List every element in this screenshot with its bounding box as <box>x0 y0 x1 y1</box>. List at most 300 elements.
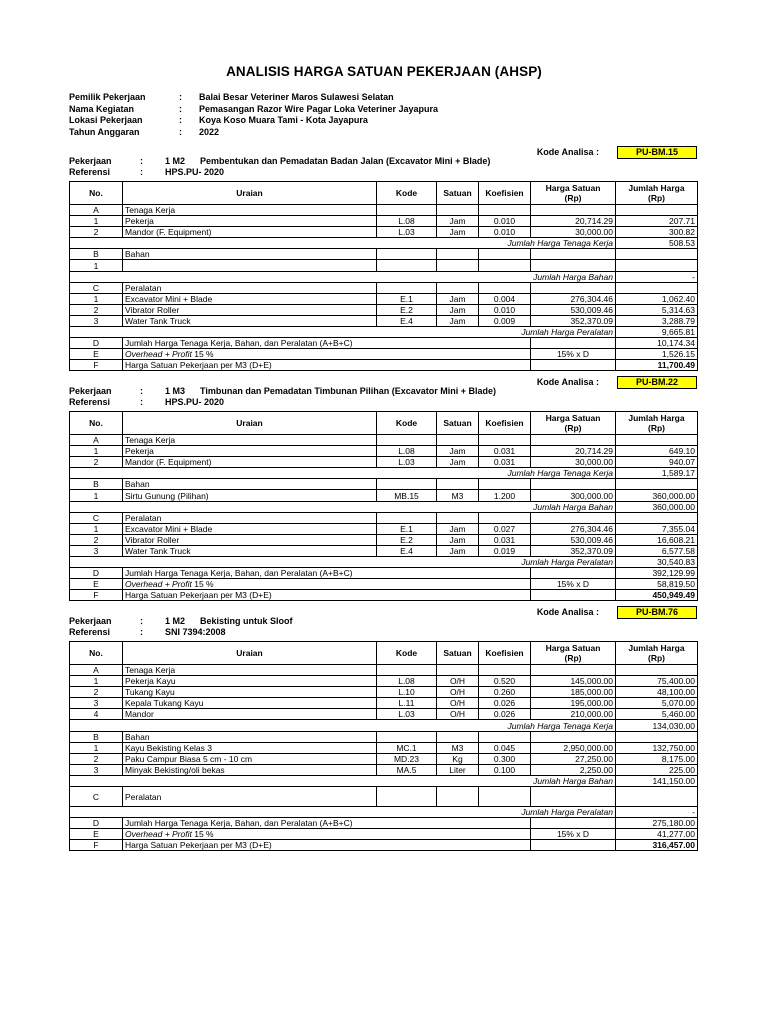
table-row <box>70 315 698 326</box>
cell-no: B <box>70 479 123 490</box>
cell-no: 1 <box>70 523 123 534</box>
referensi-label: Referensi <box>69 397 111 407</box>
cell-kode: L.10 <box>377 687 437 698</box>
cell-harga-satuan <box>531 512 616 523</box>
cell-jumlah-harga: 649.10 <box>616 446 698 457</box>
pekerjaan-row <box>69 386 496 397</box>
subtotal-value: 508.53 <box>616 238 698 249</box>
cell-kode <box>377 205 437 216</box>
cell-jumlah-harga <box>616 479 698 490</box>
header-jumlah-line2: (Rp) <box>648 193 665 203</box>
cell-satuan <box>437 512 479 523</box>
header-jumlah-line1: Jumlah Harga <box>628 413 685 423</box>
total-value: 10,174.34 <box>616 338 698 349</box>
cell-koefisien: 0.010 <box>479 227 531 238</box>
cell-harga-satuan <box>531 249 616 260</box>
cell-satuan: M3 <box>437 490 479 501</box>
cell-kode <box>377 787 437 807</box>
header-kode: Kode <box>377 642 437 665</box>
header-jumlah-harga <box>616 642 698 665</box>
cell-uraian: Sirtu Gunung (Pilihan) <box>123 490 377 501</box>
pekerjaan-volume: 1 M2 <box>165 156 186 166</box>
page-title: ANALISIS HARGA SATUAN PEKERJAAN (AHSP) <box>226 64 542 79</box>
cell-satuan <box>437 731 479 742</box>
cell-kode <box>377 282 437 293</box>
pekerjaan-volume: 1 M2 <box>165 616 186 626</box>
cell-satuan: M3 <box>437 742 479 753</box>
cell-uraian: Water Tank Truck <box>123 315 377 326</box>
cell-jumlah-harga <box>616 512 698 523</box>
cell-jumlah-harga <box>616 787 698 807</box>
total-row <box>70 829 698 840</box>
overhead-label: Overhead + Profit <box>125 579 192 590</box>
cell-satuan: Liter <box>437 764 479 775</box>
cell-no: A <box>70 435 123 446</box>
cell-satuan <box>437 435 479 446</box>
cell-kode: L.03 <box>377 227 437 238</box>
pekerjaan-name: Timbunan dan Pemadatan Timbunan Pilihan (Excavator Mini + Blade) <box>200 386 496 396</box>
info-row <box>69 92 438 104</box>
subtotal-value: 30,540.83 <box>616 557 698 568</box>
total-uraian: Jumlah Harga Tenaga Kerja, Bahan, dan Peralatan (A+B+C) <box>123 568 531 579</box>
cell-jumlah-harga: 5,460.00 <box>616 709 698 720</box>
cell-no: C <box>70 787 123 807</box>
referensi-row <box>69 627 293 638</box>
kode-analisa-value: PU-BM.15 <box>617 146 697 159</box>
cell-harga-satuan: 195,000.00 <box>531 698 616 709</box>
total-value: 392,129.99 <box>616 568 698 579</box>
total-formula: 15% x D <box>531 579 616 590</box>
subtotal-label: Jumlah Harga Tenaga Kerja <box>70 468 616 479</box>
cell-jumlah-harga <box>616 249 698 260</box>
header-harga-satuan <box>531 642 616 665</box>
cell-jumlah-harga: 75,400.00 <box>616 676 698 687</box>
referensi-value: HPS.PU- 2020 <box>165 167 225 177</box>
subtotal-label: Jumlah Harga Peralatan <box>70 807 616 818</box>
subtotal-value: - <box>616 271 698 282</box>
cell-satuan <box>437 282 479 293</box>
cell-no: 1 <box>70 742 123 753</box>
cell-uraian: Kepala Tukang Kayu <box>123 698 377 709</box>
cell-koefisien: 0.031 <box>479 446 531 457</box>
pekerjaan-info <box>69 616 293 638</box>
cell-jumlah-harga <box>616 665 698 676</box>
total-formula <box>531 360 616 371</box>
subtotal-row <box>70 807 698 818</box>
cell-jumlah-harga <box>616 435 698 446</box>
total-row <box>70 840 698 851</box>
total-value: 58,819.50 <box>616 579 698 590</box>
cell-kode: L.08 <box>377 216 437 227</box>
info-sep: : <box>179 115 182 125</box>
cell-kode <box>377 260 437 271</box>
cell-koefisien: 0.260 <box>479 687 531 698</box>
kode-analisa-label: Kode Analisa : <box>536 147 599 157</box>
subtotal-value: 141,150.00 <box>616 775 698 786</box>
cell-uraian: Tukang Kayu <box>123 687 377 698</box>
header-koefisien: Koefisien <box>479 182 531 205</box>
subtotal-label: Jumlah Harga Bahan <box>70 775 616 786</box>
info-value: 2022 <box>199 126 220 137</box>
table-row <box>70 512 698 523</box>
cell-koefisien: 0.010 <box>479 304 531 315</box>
info-sep: : <box>179 92 182 102</box>
cell-no: E <box>70 349 123 360</box>
cell-harga-satuan <box>531 260 616 271</box>
cell-no: D <box>70 338 123 349</box>
info-value: Pemasangan Razor Wire Pagar Loka Veteriner Jayapura <box>199 103 439 114</box>
table-row <box>70 282 698 293</box>
total-formula: 15% x D <box>531 829 616 840</box>
info-label: Pemilik Pekerjaan <box>69 92 146 102</box>
table-row <box>70 479 698 490</box>
total-row <box>70 338 698 349</box>
cell-no: 2 <box>70 753 123 764</box>
cell-jumlah-harga <box>616 205 698 216</box>
cell-jumlah-harga: 360,000.00 <box>616 490 698 501</box>
header-harga-line1: Harga Satuan <box>545 183 601 193</box>
total-formula: 15% x D <box>531 349 616 360</box>
referensi-label: Referensi <box>69 627 111 637</box>
cell-uraian: Pekerja <box>123 216 377 227</box>
total-uraian: Harga Satuan Pekerjaan per M3 (D+E) <box>123 590 531 601</box>
subtotal-row <box>70 238 698 249</box>
cell-koefisien <box>479 512 531 523</box>
table-row <box>70 216 698 227</box>
ahsp-table <box>69 411 698 601</box>
cell-harga-satuan: 2,250.00 <box>531 764 616 775</box>
cell-uraian: Excavator Mini + Blade <box>123 293 377 304</box>
table-row <box>70 249 698 260</box>
info-sep: : <box>179 103 182 114</box>
referensi-label: Referensi <box>69 167 111 177</box>
total-formula <box>531 338 616 349</box>
subtotal-label: Jumlah Harga Tenaga Kerja <box>70 720 616 731</box>
cell-harga-satuan: 530,009.46 <box>531 304 616 315</box>
cell-jumlah-harga: 940.07 <box>616 457 698 468</box>
table-row <box>70 742 698 753</box>
cell-kode: MB.15 <box>377 490 437 501</box>
header-satuan: Satuan <box>437 412 479 435</box>
cell-no: 1 <box>70 676 123 687</box>
cell-satuan: Jam <box>437 446 479 457</box>
cell-no: 1 <box>70 260 123 271</box>
cell-jumlah-harga: 7,355.04 <box>616 523 698 534</box>
header-jumlah-harga <box>616 412 698 435</box>
referensi-row <box>69 167 490 178</box>
header-harga-satuan <box>531 182 616 205</box>
cell-no: B <box>70 249 123 260</box>
header-jumlah-harga <box>616 182 698 205</box>
cell-uraian: Vibrator Roller <box>123 534 377 545</box>
cell-no: 3 <box>70 545 123 556</box>
total-row <box>70 579 698 590</box>
cell-no: 3 <box>70 764 123 775</box>
kode-analisa-label: Kode Analisa : <box>536 607 599 617</box>
cell-jumlah-harga: 5,314.63 <box>616 304 698 315</box>
cell-satuan: Jam <box>437 216 479 227</box>
referensi-row <box>69 397 496 408</box>
pekerjaan-info <box>69 386 496 408</box>
info-row <box>69 104 438 116</box>
cell-satuan <box>437 260 479 271</box>
cell-kode: MC.1 <box>377 742 437 753</box>
cell-koefisien: 0.045 <box>479 742 531 753</box>
cell-satuan: Jam <box>437 293 479 304</box>
cell-uraian: Vibrator Roller <box>123 304 377 315</box>
cell-harga-satuan: 2,950,000.00 <box>531 742 616 753</box>
header-jumlah-line2: (Rp) <box>648 423 665 433</box>
cell-uraian: Peralatan <box>123 787 377 807</box>
total-row <box>70 590 698 601</box>
kode-analisa <box>537 146 697 158</box>
cell-koefisien: 0.019 <box>479 545 531 556</box>
cell-harga-satuan: 300,000.00 <box>531 490 616 501</box>
kode-analisa-value: PU-BM.76 <box>617 606 697 619</box>
header-harga-line2: (Rp) <box>564 193 582 203</box>
cell-uraian: Pekerja Kayu <box>123 676 377 687</box>
header-koefisien: Koefisien <box>479 412 531 435</box>
header-no: No. <box>70 182 123 205</box>
cell-koefisien <box>479 435 531 446</box>
header-harga-line1: Harga Satuan <box>545 413 601 423</box>
total-formula <box>531 568 616 579</box>
kode-analisa-value: PU-BM.22 <box>617 376 697 389</box>
header-koefisien: Koefisien <box>479 642 531 665</box>
subtotal-row <box>70 720 698 731</box>
cell-satuan <box>437 665 479 676</box>
cell-koefisien <box>479 205 531 216</box>
subtotal-label: Jumlah Harga Bahan <box>70 271 616 282</box>
total-formula <box>531 590 616 601</box>
cell-satuan: Jam <box>437 315 479 326</box>
cell-jumlah-harga: 225.00 <box>616 764 698 775</box>
cell-koefisien: 0.010 <box>479 216 531 227</box>
table-row <box>70 304 698 315</box>
cell-no: C <box>70 282 123 293</box>
table-row <box>70 523 698 534</box>
header-harga-satuan <box>531 412 616 435</box>
header-satuan: Satuan <box>437 182 479 205</box>
cell-koefisien: 0.004 <box>479 293 531 304</box>
overhead-percent: 15 % <box>191 349 214 360</box>
cell-harga-satuan: 276,304.46 <box>531 523 616 534</box>
pekerjaan-row <box>69 156 490 167</box>
cell-harga-satuan <box>531 435 616 446</box>
table-row <box>70 731 698 742</box>
total-value: 316,457.00 <box>616 840 698 851</box>
cell-jumlah-harga: 300.82 <box>616 227 698 238</box>
cell-koefisien <box>479 249 531 260</box>
cell-no: F <box>70 840 123 851</box>
cell-harga-satuan <box>531 787 616 807</box>
cell-koefisien: 0.520 <box>479 676 531 687</box>
cell-satuan: Jam <box>437 534 479 545</box>
info-sep: : <box>179 126 182 137</box>
cell-uraian: Excavator Mini + Blade <box>123 523 377 534</box>
cell-harga-satuan: 30,000.00 <box>531 227 616 238</box>
cell-harga-satuan <box>531 282 616 293</box>
table-header <box>70 412 698 435</box>
cell-uraian: Paku Campur Biasa 5 cm - 10 cm <box>123 753 377 764</box>
cell-satuan <box>437 479 479 490</box>
table-row <box>70 687 698 698</box>
total-uraian <box>123 829 531 840</box>
cell-no: F <box>70 360 123 371</box>
info-row <box>69 127 438 139</box>
cell-harga-satuan <box>531 665 616 676</box>
cell-jumlah-harga <box>616 731 698 742</box>
subtotal-label: Jumlah Harga Bahan <box>70 501 616 512</box>
cell-kode <box>377 479 437 490</box>
cell-uraian: Mandor (F. Equipment) <box>123 457 377 468</box>
cell-jumlah-harga: 16,608.21 <box>616 534 698 545</box>
info-label: Lokasi Pekerjaan <box>69 115 143 125</box>
cell-koefisien <box>479 731 531 742</box>
cell-no: B <box>70 731 123 742</box>
total-uraian: Jumlah Harga Tenaga Kerja, Bahan, dan Peralatan (A+B+C) <box>123 338 531 349</box>
cell-koefisien: 0.026 <box>479 709 531 720</box>
cell-no: 4 <box>70 709 123 720</box>
cell-harga-satuan: 27,250.00 <box>531 753 616 764</box>
total-formula <box>531 818 616 829</box>
subtotal-label: Jumlah Harga Peralatan <box>70 327 616 338</box>
subtotal-row <box>70 468 698 479</box>
cell-harga-satuan: 210,000.00 <box>531 709 616 720</box>
cell-harga-satuan: 185,000.00 <box>531 687 616 698</box>
pekerjaan-info <box>69 156 490 178</box>
info-label: Tahun Anggaran <box>69 126 140 137</box>
cell-uraian: Bahan <box>123 479 377 490</box>
total-row <box>70 568 698 579</box>
header-jumlah-line1: Jumlah Harga <box>628 643 685 653</box>
cell-kode: L.08 <box>377 676 437 687</box>
subtotal-row <box>70 557 698 568</box>
cell-jumlah-harga: 132,750.00 <box>616 742 698 753</box>
cell-no: 2 <box>70 457 123 468</box>
table-row <box>70 260 698 271</box>
subtotal-value: 134,030.00 <box>616 720 698 731</box>
cell-harga-satuan: 530,009.46 <box>531 534 616 545</box>
subtotal-row <box>70 775 698 786</box>
project-info <box>69 92 438 138</box>
header-uraian: Uraian <box>123 412 377 435</box>
header-harga-line1: Harga Satuan <box>545 643 601 653</box>
overhead-label: Overhead + Profit <box>125 349 192 360</box>
total-uraian: Harga Satuan Pekerjaan per M3 (D+E) <box>123 360 531 371</box>
cell-no: D <box>70 568 123 579</box>
cell-satuan: Jam <box>437 523 479 534</box>
referensi-sep: : <box>140 627 143 637</box>
cell-harga-satuan <box>531 205 616 216</box>
table-row <box>70 698 698 709</box>
cell-no: 2 <box>70 534 123 545</box>
total-row <box>70 360 698 371</box>
cell-satuan <box>437 205 479 216</box>
cell-harga-satuan: 352,370.09 <box>531 545 616 556</box>
table-row <box>70 764 698 775</box>
cell-kode <box>377 512 437 523</box>
pekerjaan-name: Pembentukan dan Pemadatan Badan Jalan (Excavator Mini + Blade) <box>200 156 491 166</box>
header-kode: Kode <box>377 412 437 435</box>
cell-kode <box>377 435 437 446</box>
cell-koefisien: 0.031 <box>479 457 531 468</box>
cell-no: 3 <box>70 315 123 326</box>
cell-satuan: Jam <box>437 304 479 315</box>
cell-no: 1 <box>70 293 123 304</box>
cell-no: E <box>70 829 123 840</box>
cell-kode: E.2 <box>377 534 437 545</box>
cell-harga-satuan: 352,370.09 <box>531 315 616 326</box>
total-uraian: Jumlah Harga Tenaga Kerja, Bahan, dan Peralatan (A+B+C) <box>123 818 531 829</box>
referensi-sep: : <box>140 167 143 177</box>
cell-koefisien <box>479 665 531 676</box>
subtotal-value: 1,589.17 <box>616 468 698 479</box>
total-row <box>70 818 698 829</box>
pekerjaan-label: Pekerjaan <box>69 386 112 396</box>
header-no: No. <box>70 412 123 435</box>
cell-harga-satuan: 20,714.29 <box>531 446 616 457</box>
cell-uraian: Tenaga Kerja <box>123 665 377 676</box>
header-satuan: Satuan <box>437 642 479 665</box>
cell-satuan: Kg <box>437 753 479 764</box>
cell-uraian: Tenaga Kerja <box>123 435 377 446</box>
cell-uraian: Peralatan <box>123 282 377 293</box>
pekerjaan-sep: : <box>140 156 143 166</box>
cell-jumlah-harga: 1,062.40 <box>616 293 698 304</box>
cell-koefisien <box>479 787 531 807</box>
pekerjaan-label: Pekerjaan <box>69 616 112 626</box>
table-row <box>70 293 698 304</box>
cell-uraian: Peralatan <box>123 512 377 523</box>
total-value: 275,180.00 <box>616 818 698 829</box>
overhead-percent: 15 % <box>191 829 214 840</box>
table-row <box>70 676 698 687</box>
cell-jumlah-harga: 3,288.79 <box>616 315 698 326</box>
table-row <box>70 446 698 457</box>
cell-kode: E.4 <box>377 315 437 326</box>
cell-koefisien <box>479 282 531 293</box>
table-row <box>70 545 698 556</box>
info-value: Koya Koso Muara Tami - Kota Jayapura <box>199 115 368 125</box>
subtotal-row <box>70 327 698 338</box>
cell-koefisien <box>479 260 531 271</box>
cell-kode: L.11 <box>377 698 437 709</box>
total-value: 450,949.49 <box>616 590 698 601</box>
table-row <box>70 709 698 720</box>
cell-harga-satuan: 276,304.46 <box>531 293 616 304</box>
total-value: 11,700.49 <box>616 360 698 371</box>
subtotal-value: 9,665.81 <box>616 327 698 338</box>
kode-analisa <box>537 606 697 618</box>
cell-kode <box>377 731 437 742</box>
cell-kode: E.1 <box>377 523 437 534</box>
cell-no: 2 <box>70 687 123 698</box>
cell-koefisien: 0.300 <box>479 753 531 764</box>
cell-kode: E.2 <box>377 304 437 315</box>
cell-uraian: Water Tank Truck <box>123 545 377 556</box>
cell-koefisien: 0.026 <box>479 698 531 709</box>
cell-uraian: Mandor <box>123 709 377 720</box>
total-row <box>70 349 698 360</box>
table-header <box>70 182 698 205</box>
cell-satuan: Jam <box>437 545 479 556</box>
table-row <box>70 534 698 545</box>
cell-satuan: O/H <box>437 687 479 698</box>
cell-no: 1 <box>70 446 123 457</box>
cell-satuan: O/H <box>437 709 479 720</box>
table-row <box>70 665 698 676</box>
